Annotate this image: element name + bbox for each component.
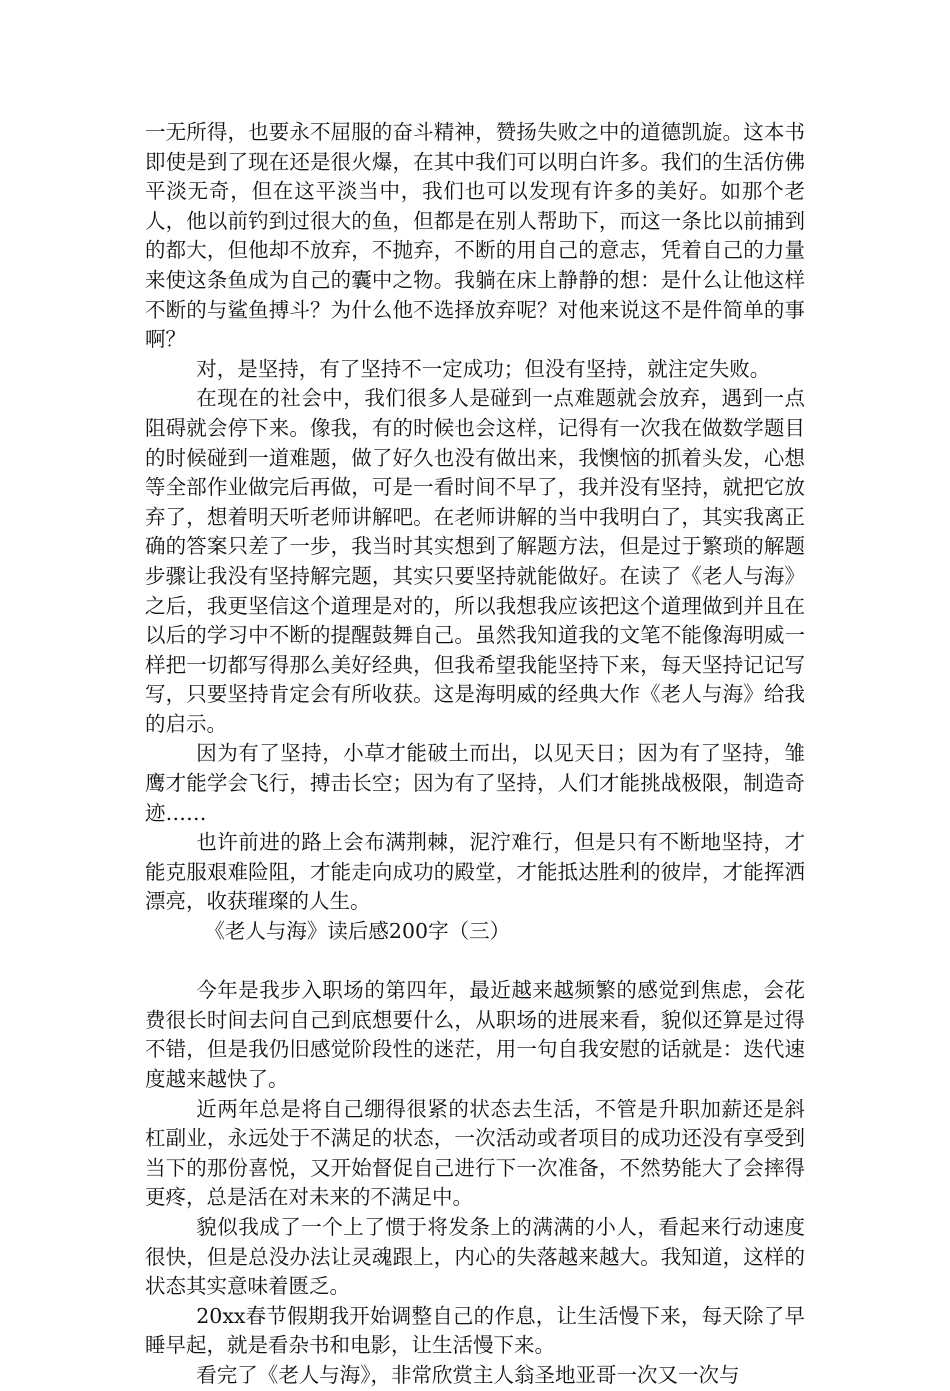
paragraph-math-story: 在现在的社会中，我们很多人是碰到一点难题就会放弃，遇到一点阻碍就会停下来。像我，有的时候也会这样，记得有一次我在做数学题目的时候碰到一道难题，做了好久也没有做出来，我懊恼的抓着头发，心想等全部作业做完后再做，可是一看时间不早了，我并没有坚持，就把它放弃了，想着明天听老师讲解吧。在老师讲解的当中我明白了，其实我离正确的答案只差了一步，我当时其实想到了解题方法，但是过于繁琐的解题步骤让我没有坚持解完题，其实只要坚持就能做好。在读了《老人与海》之后，我更坚信这个道理是对的，所以我想我应该把这个道理做到并且在以后的学习中不断的提醒鼓舞自己。虽然我知道我的文笔不能像海明威一样把一切都写得那么美好经典，但我希望我能坚持下来，每天坚持记记写写，只要坚持肯定会有所收获。这是海明威的经典大作《老人与海》给我的启示。 [145,386,805,736]
paragraph-because-persistence: 因为有了坚持，小草才能破土而出，以见天日；因为有了坚持，雏鹰才能学会飞行，搏击长空；因为有了坚持，人们才能挑战极限，制造奇迹…… [145,741,805,825]
paragraph-spring-festival: 20xx春节假期我开始调整自己的作息，让生活慢下来，每天除了早睡早起，就是看杂书和电影，让生活慢下来。 [145,1303,805,1358]
document-page [145,118,805,1391]
section-title: 《老人与海》读后感200字（三） [204,919,511,944]
paragraph-career-year: 今年是我步入职场的第四年，最近越来越频繁的感觉到焦虑，会花费很长时间去问自己到底想要什么，从职场的进展来看，貌似还算是过得不错，但是我仍旧感觉阶段性的迷茫，用一句自我安慰的话就是：迭代速度越来越快了。 [145,978,805,1091]
paragraph-tense-life: 近两年总是将自己绷得很紧的状态去生活，不管是升职加薪还是斜杠副业，永远处于不满足的状态，一次活动或者项目的成功还没有享受到当下的那份喜悦，又开始督促自己进行下一次准备，不然势能大了会摔得更疼，总是活在对未来的不满足中。 [145,1096,805,1210]
paragraph-old-man-sea: 看完了《老人与海》，非常欣赏主人翁圣地亚哥一次又一次与 [196,1362,740,1387]
paragraph-clockwork: 貌似我成了一个上了惯于将发条上的满满的小人，看起来行动速度很快，但是总没办法让灵魂跟上，内心的失落越来越大。我知道，这样的状态其实意味着匮乏。 [145,1214,805,1299]
paragraph-continuation: 一无所得，也要永不屈服的奋斗精神，赞扬失败之中的道德凯旋。这本书即使是到了现在还是很火爆，在其中我们可以明白许多。我们的生活仿佛平淡无奇，但在这平淡当中，我们也可以发现有许多的美好。如那个老人，他以前钓到过很大的鱼，但都是在别人帮助下，而这一条比以前捕到的都大，但他却不放弃，不抛弃，不断的用自己的意志，凭着自己的力量来使这条鱼成为自己的囊中之物。我躺在床上静静的想：是什么让他这样不断的与鲨鱼搏斗？为什么他不选择放弃呢？对他来说这不是件简单的事啊？ [145,120,805,352]
blank-line [145,947,805,977]
paragraph-thorny-road: 也许前进的路上会布满荆棘，泥泞难行，但是只有不断地坚持，才能克服艰难险阻，才能走向成功的殿堂，才能抵达胜利的彼岸，才能挥洒漂亮，收获璀璨的人生。 [145,830,805,914]
paragraph-persistence: 对，是坚持，有了坚持不一定成功；但没有坚持，就注定失败。 [196,356,771,381]
